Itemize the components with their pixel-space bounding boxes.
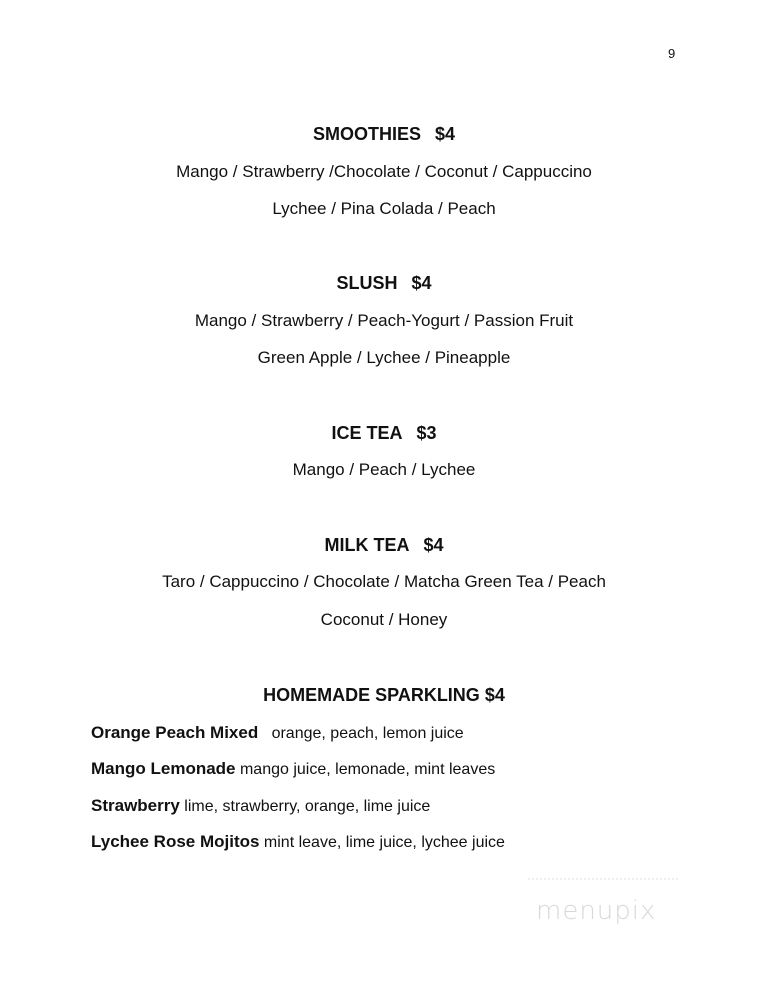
- item-name: Strawberry: [91, 796, 180, 815]
- sparkling-item: [91, 722, 464, 745]
- section-price: $4: [411, 273, 432, 293]
- section-price: $4: [434, 124, 456, 144]
- section-heading-slush: [0, 272, 768, 294]
- item-name: Lychee Rose Mojitos: [91, 832, 260, 851]
- menu-line: Green Apple / Lychee / Pineapple: [257, 348, 511, 367]
- section-title: ICE TEA: [331, 423, 403, 443]
- item-description: mango juice, lemonade, mint leaves: [239, 761, 496, 778]
- section-title: SLUSH: [336, 273, 398, 293]
- section-heading-sparkling: [0, 684, 768, 706]
- menu-line: Mango / Strawberry /Chocolate / Coconut / Cappuccino: [176, 162, 592, 181]
- section-heading-ice-tea: [0, 422, 768, 444]
- menu-line: Taro / Cappuccino / Chocolate / Matcha Green Tea / Peach: [162, 572, 606, 591]
- section-title: SMOOTHIES: [312, 124, 421, 144]
- item-description: lime, strawberry, orange, lime juice: [184, 798, 431, 815]
- section-price: $3: [416, 423, 437, 443]
- menu-line: Coconut / Honey: [320, 610, 448, 629]
- sparkling-item: [91, 831, 505, 854]
- sparkling-item: [91, 795, 430, 818]
- menu-line: Mango / Strawberry / Peach-Yogurt / Passion Fruit: [194, 311, 574, 330]
- section-title: HOMEMADE SPARKLING: [263, 685, 480, 705]
- sparkling-item: [91, 758, 495, 781]
- page-number: 9: [668, 46, 676, 61]
- section-price: $4: [484, 685, 505, 705]
- menu-line: Lychee / Pina Colada / Peach: [272, 199, 496, 218]
- item-description: orange, peach, lemon juice: [271, 725, 464, 742]
- watermark-logo: menupix: [536, 896, 657, 926]
- section-heading-milk-tea: [0, 534, 768, 556]
- section-title: MILK TEA: [324, 535, 410, 555]
- item-description: mint leave, lime juice, lychee juice: [263, 834, 505, 851]
- item-name: Orange Peach Mixed: [91, 723, 259, 742]
- item-name: Mango Lemonade: [91, 759, 236, 778]
- watermark-decoration: [528, 878, 678, 886]
- section-heading-smoothies: [0, 123, 768, 145]
- menu-line: Mango / Peach / Lychee: [292, 460, 476, 479]
- section-price: $4: [423, 535, 444, 555]
